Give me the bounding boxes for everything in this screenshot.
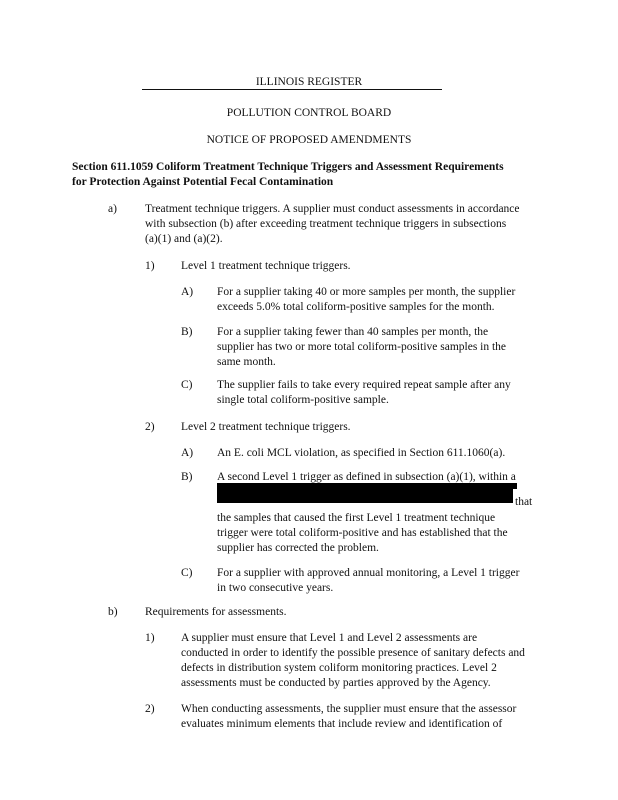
item-a2B-line: A second Level 1 trigger as defined in subsection (a)(1), within a bbox=[217, 471, 516, 483]
item-a1A-label: A) bbox=[181, 286, 194, 298]
subsection-a-label: a) bbox=[108, 203, 117, 215]
subsection-a-line: Treatment technique triggers. A supplier must conduct assessments in accordance bbox=[145, 203, 520, 215]
item-a2B-label: B) bbox=[181, 471, 193, 483]
subsection-a-line: with subsection (b) after exceeding treatment technique triggers in subsections bbox=[145, 218, 507, 230]
paragraph-b2-line: When conducting assessments, the supplier must ensure that the assessor bbox=[181, 703, 517, 715]
paragraph-b1-line: assessments must be conducted by parties approved by the Agency. bbox=[181, 677, 491, 689]
subsection-b-label: b) bbox=[108, 606, 118, 618]
paragraph-b1-line: defects in distribution system coliform monitoring practices. Level 2 bbox=[181, 662, 497, 674]
item-a1B-label: B) bbox=[181, 326, 193, 338]
register-title: ILLINOIS REGISTER bbox=[255, 76, 363, 88]
item-a2C-line: in two consecutive years. bbox=[217, 582, 334, 594]
subsection-b-text: Requirements for assessments. bbox=[145, 606, 287, 618]
paragraph-b2-label: 2) bbox=[145, 703, 155, 715]
item-a1A-line: exceeds 5.0% total coliform-positive samples for the month. bbox=[217, 301, 495, 313]
section-heading-line1: Section 611.1059 Coliform Treatment Technique Triggers and Assessment Requirements bbox=[72, 161, 504, 173]
item-a2A-label: A) bbox=[181, 447, 194, 459]
paragraph-a2-text: Level 2 treatment technique triggers. bbox=[181, 421, 351, 433]
paragraph-a1-label: 1) bbox=[145, 260, 155, 272]
item-a1C-label: C) bbox=[181, 379, 193, 391]
item-a1A-line: For a supplier taking 40 or more samples per month, the supplier bbox=[217, 286, 516, 298]
item-a1C-line: single total coliform-positive sample. bbox=[217, 394, 389, 406]
paragraph-b1-line: A supplier must ensure that Level 1 and Level 2 assessments are bbox=[181, 632, 478, 644]
paragraph-b2-line: evaluates minimum elements that include review and identification of bbox=[181, 718, 503, 730]
item-a1C-line: The supplier fails to take every required repeat sample after any bbox=[217, 379, 511, 391]
header-rule bbox=[142, 89, 442, 90]
item-a2B-line: supplier has corrected the problem. bbox=[217, 542, 379, 554]
item-a1B-line: same month. bbox=[217, 356, 276, 368]
paragraph-b1-line: conducted in order to identify the possible presence of sanitary defects and bbox=[181, 647, 525, 659]
board-title: POLLUTION CONTROL BOARD bbox=[226, 107, 392, 119]
paragraph-b1-label: 1) bbox=[145, 632, 155, 644]
section-heading-line2: for Protection Against Potential Fecal Contamination bbox=[72, 176, 334, 188]
paragraph-a2-label: 2) bbox=[145, 421, 155, 433]
item-a2C-line: For a supplier with approved annual monitoring, a Level 1 trigger bbox=[217, 567, 520, 579]
notice-title: NOTICE OF PROPOSED AMENDMENTS bbox=[206, 134, 412, 146]
paragraph-a1-text: Level 1 treatment technique triggers. bbox=[181, 260, 351, 272]
item-a2B-line: trigger were total coliform-positive and has established that the bbox=[217, 527, 508, 539]
item-a2B-line: the samples that caused the first Level 1 treatment technique bbox=[217, 512, 496, 524]
redaction-bar bbox=[217, 487, 513, 503]
item-a2B-tail: that bbox=[515, 496, 533, 508]
subsection-a-line: (a)(1) and (a)(2). bbox=[145, 233, 223, 245]
item-a2C-label: C) bbox=[181, 567, 193, 579]
item-a1B-line: supplier has two or more total coliform-positive samples in the bbox=[217, 341, 507, 353]
item-a1B-line: For a supplier taking fewer than 40 samples per month, the bbox=[217, 326, 489, 338]
item-a2A-line: An E. coli MCL violation, as specified in Section 611.1060(a). bbox=[217, 447, 506, 459]
